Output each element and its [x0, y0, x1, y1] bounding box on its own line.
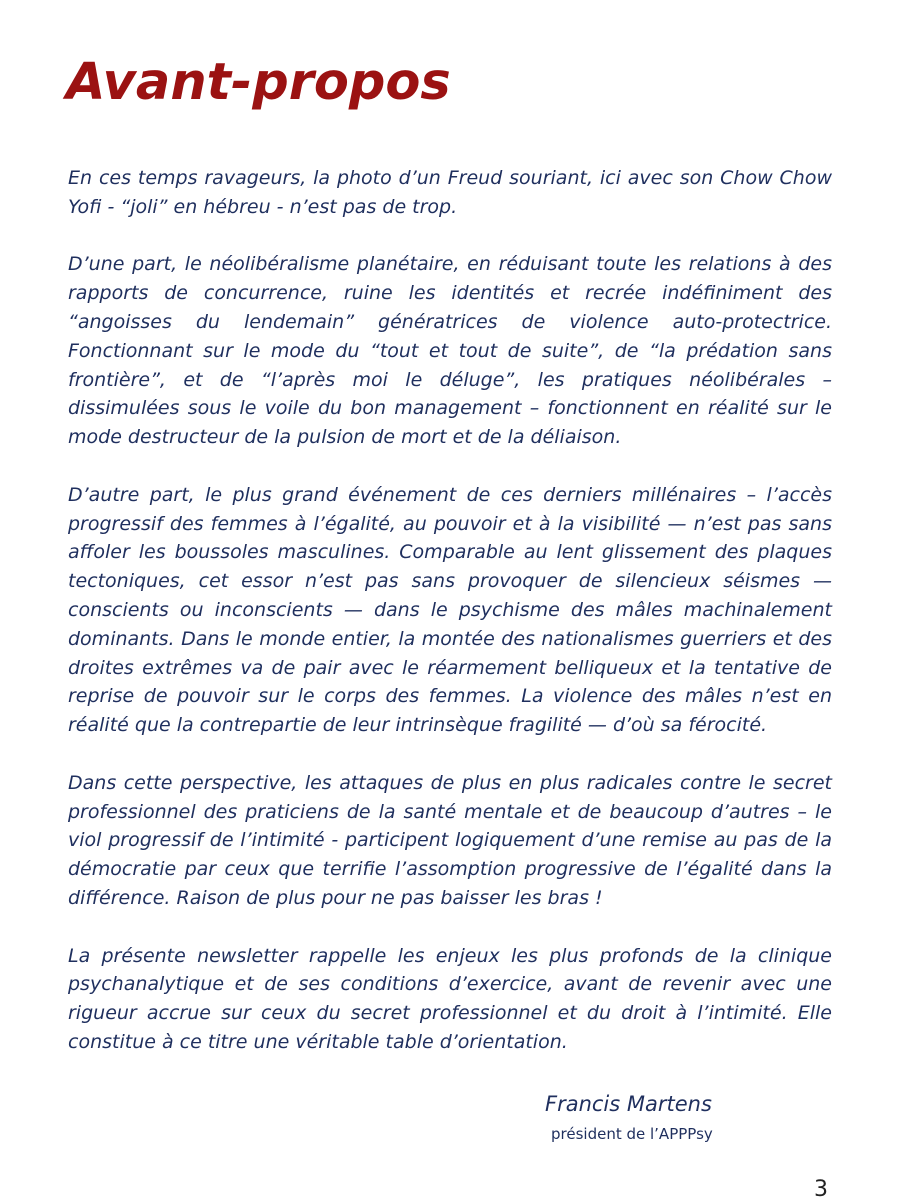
paragraph-professional-secrecy: Dans cette perspective, les attaques de plus en plus radicales contre le secret professionnel des praticiens de la santé mentale et de beaucoup d’autres – le viol progressif de l’intimité - participent logiquement d’une remise au pas de la démocratie par ceux que terrifie l’assomption progressive de l’égalité dans la différence. Raison de plus pour ne pas baisser les bras ! — [68, 771, 832, 909]
paragraph-newsletter: La présente newsletter rappelle les enjeux les plus profonds de la clinique psychanalytique et de ses conditions d’exercice, avant de revenir avec une rigueur accrue sur ceux du secret professionnel et du droit à l’intimité. Elle constitue à ce titre une véritable table d’orientation. — [68, 944, 832, 1053]
article-body — [68, 164, 832, 1086]
signature-role: président de l’APPPsy — [551, 1125, 713, 1143]
paragraph-neoliberalism: D’une part, le néolibéralisme planétaire, en réduisant toute les relations à des rapports de concurrence, ruine les identités et recrée indéfiniment des “angoisses du lendemain” génératrices de violence auto-protectrice. Fonctionnant sur le mode du “tout et tout de suite”, de “la prédation sans frontière”, et de “l’après moi le déluge”, les pratiques néolibérales – dissimulées sous le voile du bon management – fonctionnent en réalité sur le mode destructeur de la pulsion de mort et de la déliaison. — [68, 253, 832, 449]
paragraph-intro: En ces temps ravageurs, la photo d’un Freud souriant, ici avec son Chow Chow Yofi - “joli” en hébreu - n’est pas de trop. — [68, 167, 832, 218]
page-title: Avant-propos — [66, 53, 451, 112]
paragraph-equality: D’autre part, le plus grand événement de ces derniers millénaires – l’accès progressif des femmes à l’égalité, au pouvoir et à la visibilité — n’est pas sans affoler les boussoles masculines. Comparable au lent glissement des plaques tectoniques, cet essor n’est pas sans provoquer de silencieux séismes — conscients ou inconscients — dans le psychisme des mâles machinalement dominants. Dans le monde entier, la montée des nationalismes guerriers et des droites extrêmes va de pair avec le réarmement belliqueux et la tentative de reprise de pouvoir sur le corps des femmes. La violence des mâles n’est en réalité que la contrepartie de leur intrinsèque fragilité — d’où sa férocité. — [68, 483, 832, 737]
page-number: 3 — [814, 1177, 828, 1202]
signature-name: Francis Martens — [545, 1092, 712, 1116]
